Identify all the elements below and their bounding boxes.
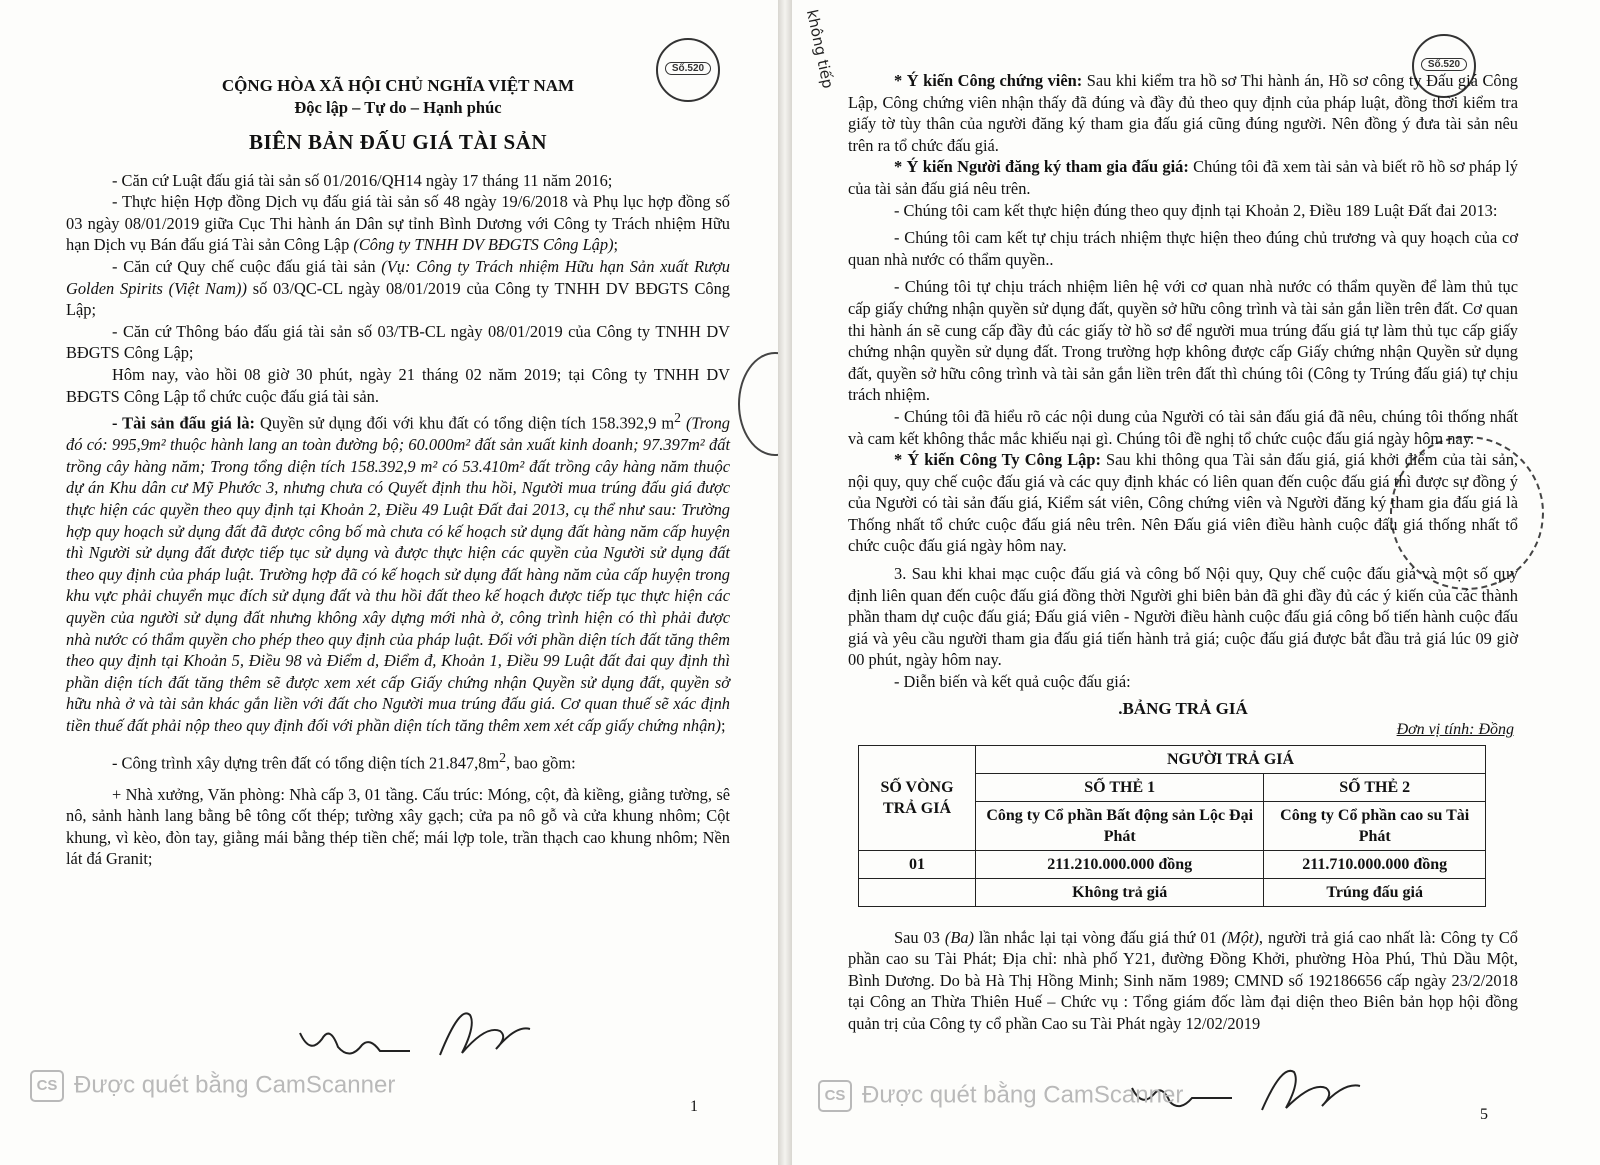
round-header: SỐ VÒNG TRẢ GIÁ xyxy=(859,745,976,850)
auction-result: Sau 03 (Ba) lần nhắc lại tại vòng đấu giá thứ 01 (Một), người trả giá cao nhất là: Công ty Cổ phần cao su Tài Phát; Địa chỉ: nhà phố Y21, đường Đồng Khởi, phường Hòa Phú, Thủ Dầu Một, Bình Dương. Do bà Hà Thị Hồng Minh; Sinh năm 1989; CMND số 192186656 cấp ngày 23/2/2018 tại Công an Thừa Thiên Huế – Chức vụ : Tổng giám đốc làm đại diện theo Biên bản họp hội đồng quản trị của Công ty cổ phần Cao su Tài Phát ngày 12/02/2019 xyxy=(848,927,1518,1033)
bid-table xyxy=(858,745,1486,907)
table-row xyxy=(859,850,1486,878)
handwritten-note: không tiếp xyxy=(802,8,838,90)
stamp-seal-partial xyxy=(738,352,778,456)
national-header: CỘNG HÒA XÃ HỘI CHỦ NGHĨA VIỆT NAM xyxy=(221,76,575,95)
commitment-2: - Chúng tôi cam kết tự chịu trách nhiệm thực hiện theo đúng chủ trương và quy hoạch của cơ quan nhà nước có thẩm quyền.. xyxy=(848,228,1518,269)
auction-progress: - Diễn biến và kết quả cuộc đấu giá: xyxy=(894,672,1131,692)
motto: Độc lập – Tự do – Hạnh phúc xyxy=(294,98,502,117)
legal-basis-4: - Căn cứ Thông báo đấu giá tài sản số 03/TB-CL ngày 08/01/2019 của Công ty TNHH DV BĐGTS Công Lập; xyxy=(66,321,730,363)
currency-unit: Đơn vị tính: Đồng xyxy=(1396,720,1514,738)
auction-opening: 3. Sau khi khai mạc cuộc đấu giá và công bố Nội quy, Quy chế cuộc đấu giá và một số quy định liên quan đến cuộc đấu giá đồng thời Người ghi biên bản đã ghi đầy đủ các ý kiến của các thành phần tham dự cuộc đấu giá; Đấu giá viên - Người điều hành cuộc đấu giá công bố tiến hành cuộc đấu giá và yêu cầu người tham gia đấu giá tiến hành trả giá; cuộc đấu giá được bắt đầu trả giá lúc 09 giờ 00 phút, ngày hôm nay. xyxy=(848,564,1518,670)
legal-basis-1: - Căn cứ Luật đấu giá tài sản số 01/2016/QH14 ngày 17 tháng 11 năm 2016; xyxy=(112,170,613,190)
result-1: Không trả giá xyxy=(976,878,1264,906)
legal-basis-2: - Thực hiện Hợp đồng Dịch vụ đấu giá tài sản số 48 ngày 19/6/2018 và Phụ lục hợp đồng số 03 ngày 08/01/2019 giữa Cục Thi hành án Dân sự tỉnh Bình Dương với Công ty Trách nhiệm Hữu hạn Dịch vụ Bán đấu giá Tài sản Công Lập (Công ty TNHH DV BĐGTS Công Lập); xyxy=(66,192,730,255)
bidder-opinion: * Ý kiến Người đăng ký tham gia đấu giá: Chúng tôi đã xem tài sản và biết rõ hồ sơ pháp lý của tài sản đấu giá nêu trên. xyxy=(848,157,1518,198)
construction-works: - Công trình xây dựng trên đất có tổng diện tích $21.847,8m^2$, bao gồm: xyxy=(112,749,576,772)
bid-amount-1: 211.210.000.000 đồng xyxy=(976,850,1264,878)
round-number: 01 xyxy=(859,850,976,878)
page-number: 1 xyxy=(690,1098,698,1115)
legal-basis-3: - Căn cứ Quy chế cuộc đấu giá tài sản (Vụ: Công ty Trách nhiệm Hữu hạn Sản xuất Rượu Golden Spirits (Việt Nam)) số 03/QC-CL ngày 08/01/2019 của Công ty TNHH DV BĐGTS Công Lập; xyxy=(66,256,730,320)
bidder-header: NGƯỜI TRẢ GIÁ xyxy=(976,745,1486,773)
camscanner-logo: CS xyxy=(30,1070,64,1102)
bid-amount-2: 211.710.000.000 đồng xyxy=(1264,850,1486,878)
stamp-label: Số.520 xyxy=(1421,58,1467,71)
company-2-name: Công ty Cổ phần cao su Tài Phát xyxy=(1264,801,1486,850)
document-page-right xyxy=(792,0,1600,1165)
page-gutter xyxy=(778,0,792,1165)
table-row xyxy=(859,878,1486,906)
camscanner-watermark: CS Được quét bằng CamScanner xyxy=(818,1080,1183,1112)
factory-office-description: + Nhà xưởng, Văn phòng: Nhà cấp 3, 01 tầng. Cấu trúc: Móng, cột, đà kiềng, giằng tường, sê nô, sảnh hành lang bằng bê tông cốt thép; tường xây gạch; cửa pa nô gỗ và cửa khung nhôm; Cột khung, vì kèo, đòn tay, giằng mái bằng thép tiền chế; mái lợp tole, trần thạch cao khung nhôm; Nền lát đá Granit; xyxy=(66,784,730,869)
camscanner-logo: CS xyxy=(818,1080,852,1112)
card-1-header: SỐ THẺ 1 xyxy=(976,773,1264,801)
right-page-content xyxy=(848,70,1518,1035)
page-number: 5 xyxy=(1480,1106,1488,1123)
document-page-left xyxy=(0,0,778,1165)
bid-table-title: .BẢNG TRẢ GIÁ xyxy=(1118,698,1248,718)
table-row xyxy=(859,745,1486,773)
left-page-content xyxy=(66,74,730,870)
commitment-4: - Chúng tôi đã hiểu rõ các nội dung của Người có tài sản đấu giá đã nêu, chúng tôi thống nhất và cam kết không thắc mắc khiếu nại gì. Chúng tôi đề nghị tổ chức cuộc đấu giá ngày hôm nay. xyxy=(848,406,1518,448)
camscanner-watermark: CS Được quét bằng CamScanner xyxy=(30,1070,395,1102)
document-title: BIÊN BẢN ĐẤU GIÁ TÀI SẢN xyxy=(248,130,548,154)
meeting-time: Hôm nay, vào hồi 08 giờ 30 phút, ngày 21 tháng 02 năm 2019; tại Công ty TNHH DV BĐGTS Công Lập tổ chức cuộc đấu giá tài sản. xyxy=(66,364,730,406)
notary-opinion: * Ý kiến Công chứng viên: Sau khi kiểm tra hồ sơ Thi hành án, Hồ sơ công ty Đấu giá Công Lập, Công chứng viên nhận thấy đã đúng và đầy đủ theo quy định của pháp luật, đồng thời kiểm tra giấy tờ tùy thân của người đăng ký tham gia đấu giá cũng đúng người. Nên đồng ý đưa tài sản nêu trên ra tổ chức đấu giá. xyxy=(848,71,1518,155)
company-1-name: Công ty Cổ phần Bất động sản Lộc Đại Phát xyxy=(976,801,1264,850)
commitment-1: - Chúng tôi cam kết thực hiện đúng theo quy định tại Khoản 2, Điều 189 Luật Đất đai 2013: xyxy=(894,200,1498,220)
stamp-label: Số.520 xyxy=(665,62,711,75)
commitment-3: - Chúng tôi tự chịu trách nhiệm liên hệ với cơ quan nhà nước có thẩm quyền để làm thủ tục cấp giấy chứng nhận quyền sử dụng đất, quyền sở hữu công trình và tài sản gắn liền trên đất. Cơ quan thi hành án sẽ cung cấp đầy đủ các giấy tờ hồ sơ để người mua trúng đấu giá tự làm thủ tục cấp giấy chứng nhận quyền sử dụng đất. Trong trường hợp không được cấp Giấy chứng nhận Quyền sử dụng đất, quyền sở hữu công trình và tài sản gắn liền trên đất thì chúng tôi (Công ty Trúng đấu giá) tự chịu trách nhiệm. xyxy=(848,277,1518,405)
auction-asset: - Tài sản đấu giá là: Quyền sử dụng đối với khu đất có tổng diện tích 158.392,9 $m^2$ (Trong đó có: 995,9m² thuộc hành lang an toàn đường bộ; 60.000m² đất sản xuất kinh doanh; 97.397m² đất trồng cây hàng năm; Trong tổng diện tích 158.392,9 m² có 53.410m² đất trồng cây hàng năm thuộc dự án Khu dân cư Mỹ Phước 3, nhưng chưa có Quyết định thu hồi, Người mua trúng đấu giá được thực hiện các quyền theo quy định tại Khoản 2, Điều 49 Luật Đất đai 2013, cụ thể như sau: Trường hợp quy hoạch sử dụng đất đã được công bố mà chưa có kế hoạch sử dụng đất hàng năm cấp huyện thì Người sử dụng đất được tiếp tục sử dụng và được thực hiện các quyền của Người sử dụng đất theo quy định của pháp luật. Trường hợp đã có kế hoạch sử dụng đất hàng năm của cấp huyện trong khu vực phải chuyển mục đích sử dụng đất và thu hồi đất theo kế hoạch được tiếp tục thực hiện các quyền của người sử dụng đất nhưng không xây dựng mới nhà ở, công trình hiện có thì phải được nhà nước có thẩm quyền cho phép theo quy định của pháp luật. Đối với phần diện tích đất tăng thêm theo quy định tại Khoản 5, Điều 98 và Điểm d, Điểm đ, Khoản 1, Điều 99 Luật đất đai quy định thì phần diện tích đất tăng thêm sẽ được xem xét cấp Giấy chứng nhận Quyền sử dụng đất, quyền sở hữu nhà ở và tài sản khác gắn liền với đất cho Người mua trúng đấu giá. Cơ quan thuế sẽ xác định tiền thuế đất phải nộp theo quy định đối với phần diện tích tăng thêm xem xét cấp giấy chứng nhận); xyxy=(66,410,730,735)
result-2: Trúng đấu giá xyxy=(1264,878,1486,906)
signatures xyxy=(290,995,550,1075)
card-2-header: SỐ THẺ 2 xyxy=(1264,773,1486,801)
company-opinion: * Ý kiến Công Ty Công Lập: Sau khi thông qua Tài sản đấu giá, giá khởi điểm của tài sản, nội quy, quy chế cuộc đấu giá và các quy định khác có liên quan đến cuộc đấu giá thì được sự đồng ý của Người có tài sản đấu giá, Kiểm sát viên, Công chứng viên và Người đăng ký tham gia đấu giá là Thống nhất tổ chức cuộc đấu giá nêu trên. Nên Đấu giá viên điều hành cuộc đấu giá thống nhất tổ chức cuộc đấu giá ngày hôm nay. xyxy=(848,450,1518,556)
